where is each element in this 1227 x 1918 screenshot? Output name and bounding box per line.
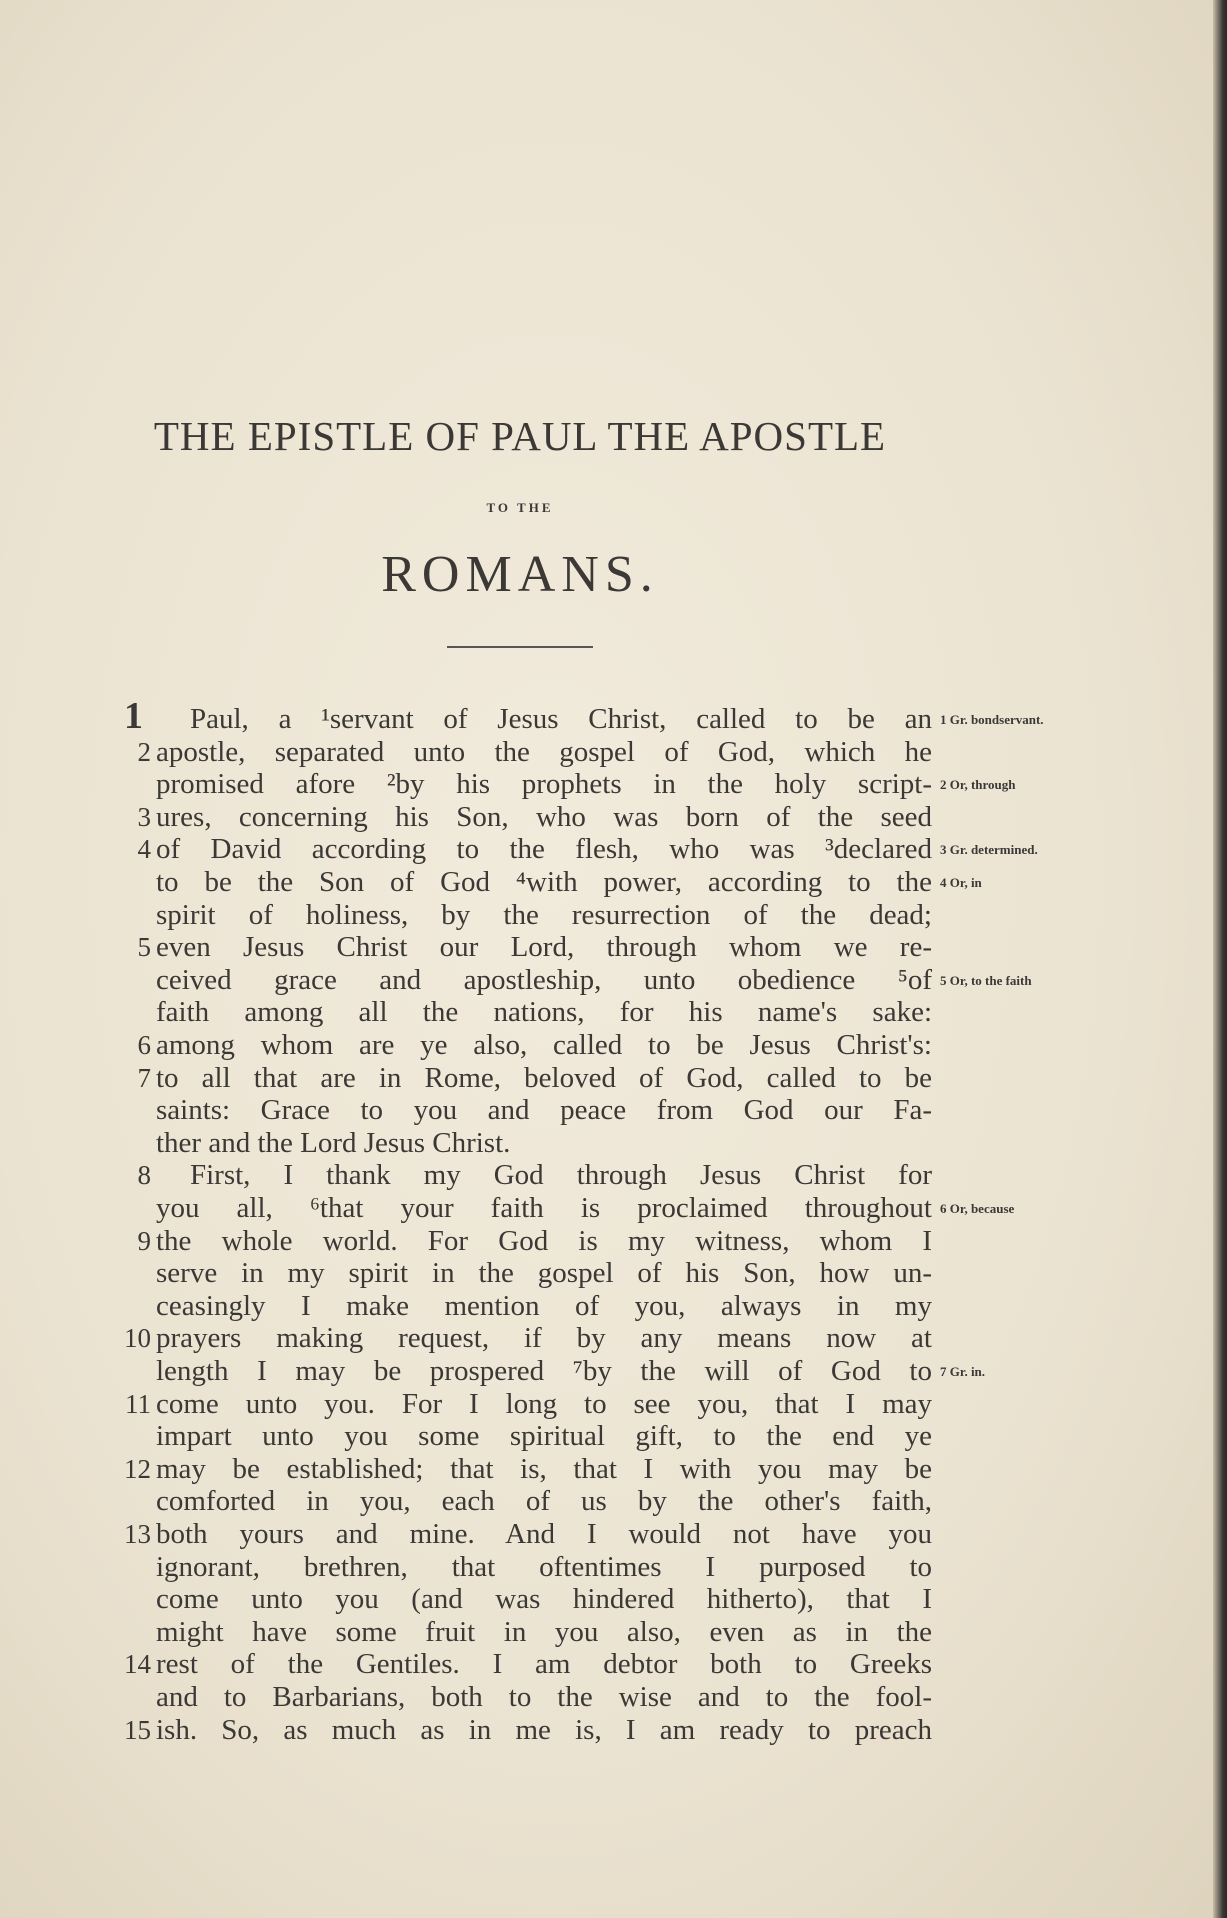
title-rule <box>447 646 593 648</box>
margin-note <box>940 1192 1014 1225</box>
text-line: comforted in you, each of us by the other's faith, <box>156 1485 932 1518</box>
text-line: to be the Son of God ⁴with power, according to the <box>156 866 932 898</box>
text-line: and to Barbarians, both to the wise and to the fool- <box>156 1681 932 1713</box>
margin-note-text: Or, to the faith <box>949 972 1032 988</box>
text-line: promised afore ²by his prophets in the holy script- <box>156 768 932 801</box>
text-line: ther and the Lord Jesus Christ. <box>156 1126 511 1159</box>
verse-number: 12 <box>124 1453 151 1484</box>
text-line: apostle, separated unto the gospel of God, which he <box>156 735 932 768</box>
margin-note-text: Gr. determined. <box>949 842 1038 858</box>
text-line: among whom are ye also, called to be Jesus Christ's: <box>156 1029 932 1061</box>
text-line: First, I thank my God through Jesus Christ for <box>190 1159 932 1192</box>
margin-note-text: Or, in <box>949 875 982 890</box>
verse-number: 5 <box>137 932 151 963</box>
book-title: ROMANS. <box>381 546 659 603</box>
text-line: ceasingly I make mention of you, always in my <box>156 1289 932 1322</box>
chapter-number: 1 <box>124 695 143 737</box>
margin-note-text: Gr. bondservant. <box>949 712 1044 727</box>
text-line: ignorant, brethren, that oftentimes I purposed to <box>156 1550 932 1583</box>
text-line: come unto you. For I long to see you, that I may <box>156 1387 932 1420</box>
text-line: ceived grace and apostleship, unto obedience ⁵of <box>156 963 932 996</box>
text-line: you all, ⁶that your faith is proclaimed throughout <box>156 1192 932 1224</box>
margin-note-number: 4 <box>940 875 950 890</box>
margin-note-number: 6 <box>940 1201 950 1216</box>
page-edge <box>1213 0 1227 1918</box>
margin-note <box>940 964 1032 997</box>
title-connector: TO THE <box>486 500 554 515</box>
margin-note-number: 3 <box>940 842 950 858</box>
verse-number: 10 <box>124 1323 151 1354</box>
text-line: the whole world. For God is my witness, whom I <box>156 1224 932 1257</box>
text-line: ures, concerning his Son, who was born of the seed <box>156 800 932 833</box>
text-line: faith among all the nations, for his name's sake: <box>156 996 932 1029</box>
margin-note-text: Gr. in. <box>949 1364 986 1379</box>
verse-number: 15 <box>124 1714 151 1745</box>
text-line: prayers making request, if by any means now at <box>156 1322 932 1355</box>
text-line: saints: Grace to you and peace from God our Fa- <box>156 1094 932 1127</box>
verse-number: 8 <box>137 1160 151 1191</box>
text-line: even Jesus Christ our Lord, through whom we re- <box>156 931 932 964</box>
text-line: length I may be prospered ⁷by the will of God to <box>156 1355 932 1387</box>
margin-note <box>940 703 1044 736</box>
epistle-title: THE EPISTLE OF PAUL THE APOSTLE <box>153 413 887 459</box>
verse-number: 9 <box>137 1225 151 1256</box>
margin-note-number: 7 <box>940 1364 950 1379</box>
text-line: spirit of holiness, by the resurrection of the dead; <box>156 898 932 931</box>
margin-note-number: 5 <box>940 972 950 988</box>
text-line: of David according to the flesh, who was ³declared <box>156 833 932 866</box>
verse-number: 4 <box>137 834 151 865</box>
text-line: may be established; that is, that I with you may be <box>156 1452 932 1485</box>
verse-number: 2 <box>137 736 151 767</box>
margin-note-text: Or, through <box>949 777 1016 793</box>
text-line: come unto you (and was hindered hitherto), that I <box>156 1583 932 1616</box>
verse-number: 11 <box>125 1388 151 1419</box>
margin-note <box>940 768 1016 801</box>
text-line: rest of the Gentiles. I am debtor both to Greeks <box>156 1648 932 1681</box>
text-line: serve in my spirit in the gospel of his Son, how un- <box>156 1257 932 1290</box>
verse-number: 14 <box>124 1649 151 1680</box>
verse-number: 6 <box>137 1030 151 1060</box>
text-line: both yours and mine. And I would not have you <box>156 1518 932 1550</box>
text-line: might have some fruit in you also, even as in the <box>156 1615 932 1648</box>
verse-number: 3 <box>137 801 151 832</box>
margin-note <box>940 833 1038 866</box>
text-line: ish. So, as much as in me is, I am ready to preach <box>156 1713 932 1746</box>
verse-number: 13 <box>124 1519 151 1549</box>
margin-note <box>940 866 982 899</box>
verse-number: 7 <box>137 1062 151 1093</box>
margin-note-text: Or, because <box>949 1201 1015 1216</box>
text-line: Paul, a ¹servant of Jesus Christ, called to be an <box>190 703 932 735</box>
margin-note-number: 1 <box>940 712 950 727</box>
text-line: to all that are in Rome, beloved of God, called to be <box>156 1061 932 1094</box>
margin-note-number: 2 <box>940 777 950 793</box>
margin-note <box>940 1355 985 1388</box>
text-line: impart unto you some spiritual gift, to the end ye <box>156 1420 932 1453</box>
